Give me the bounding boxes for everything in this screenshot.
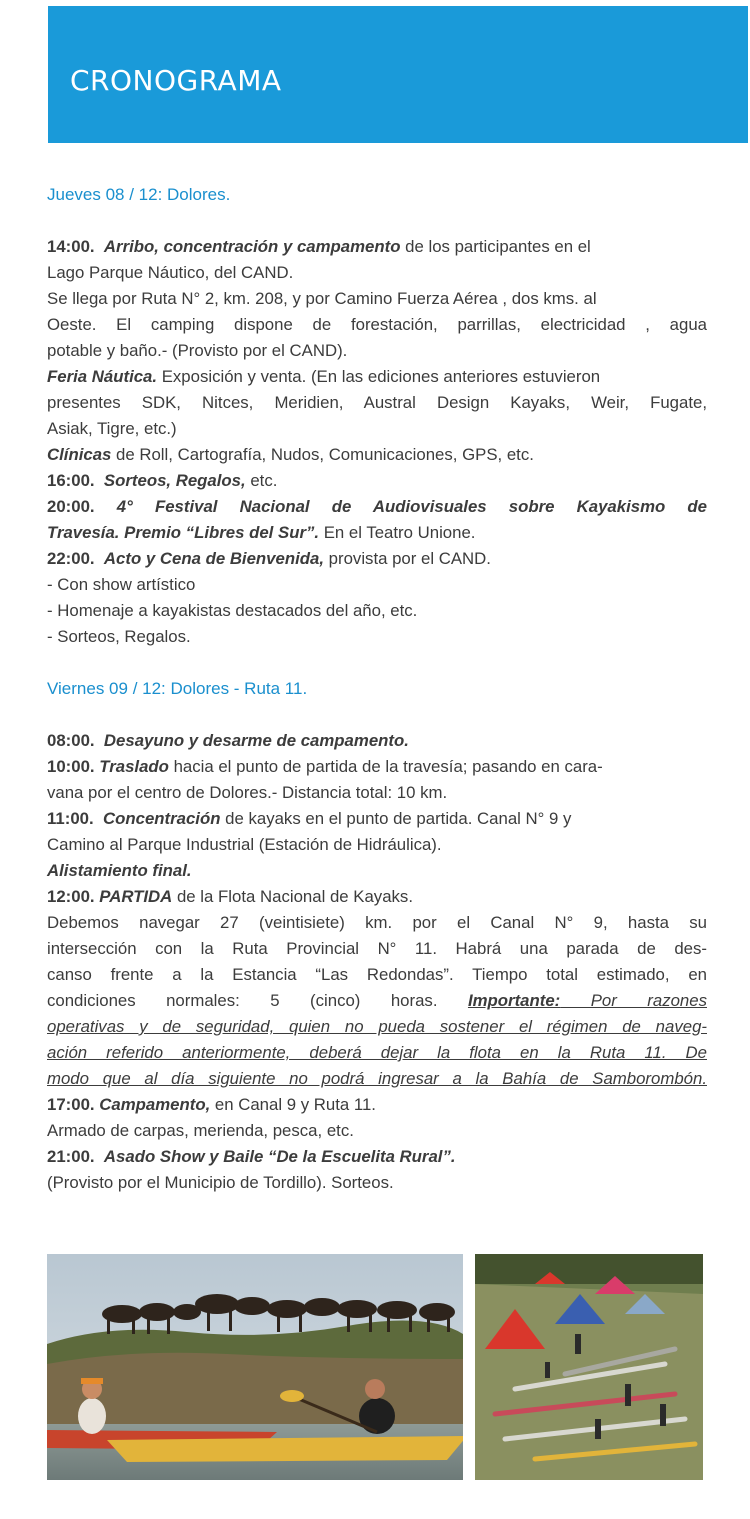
schedule-line: Armado de carpas, merienda, pesca, etc.	[47, 1121, 354, 1140]
schedule-line: 20:00. 4° Festival Nacional de Audiovisuales sobre Kayakismo de	[47, 497, 707, 516]
photo-campsite-kayaks	[475, 1254, 703, 1480]
schedule-line: 11:00. Concentración de kayaks en el punto de partida. Canal N° 9 y	[47, 809, 572, 828]
schedule-content	[47, 182, 707, 1196]
day-heading-friday: Viernes 09 / 12: Dolores - Ruta 11.	[47, 679, 308, 698]
photo-strip	[47, 1254, 703, 1480]
schedule-line: Asiak, Tigre, etc.)	[47, 419, 177, 438]
schedule-line: 21:00. Asado Show y Baile “De la Escuelita Rural”.	[47, 1147, 456, 1166]
schedule-line: vana por el centro de Dolores.- Distancia total: 10 km.	[47, 783, 448, 802]
page-title: CRONOGRAMA	[70, 64, 282, 97]
schedule-line: Clínicas de Roll, Cartografía, Nudos, Comunicaciones, GPS, etc.	[47, 445, 534, 464]
schedule-line: 10:00. Traslado hacia el punto de partida de la travesía; pasando en cara-	[47, 757, 603, 776]
schedule-line: - Sorteos, Regalos.	[47, 627, 191, 646]
schedule-line: (Provisto por el Municipio de Tordillo). Sorteos.	[47, 1173, 394, 1192]
schedule-line: presentes SDK, Nitces, Meridien, Austral Design Kayaks, Weir, Fugate,	[47, 393, 707, 412]
schedule-line: modo que al día siguiente no podrá ingresar a la Bahía de Samborombón.	[47, 1069, 707, 1088]
schedule-line: - Homenaje a kayakistas destacados del año, etc.	[47, 601, 418, 620]
schedule-line: Alistamiento final.	[47, 861, 192, 880]
schedule-line: Feria Náutica. Exposición y venta. (En las ediciones anteriores estuvieron	[47, 367, 601, 386]
schedule-line: Se llega por Ruta N° 2, km. 208, y por Camino Fuerza Aérea , dos kms. al	[47, 289, 597, 308]
schedule-line: Travesía. Premio “Libres del Sur”. En el Teatro Unione.	[47, 523, 476, 542]
schedule-line: intersección con la Ruta Provincial N° 11. Habrá una parada de des-	[47, 939, 707, 958]
photo-kayakers-horses	[47, 1254, 463, 1480]
schedule-line: 12:00. PARTIDA de la Flota Nacional de Kayaks.	[47, 887, 413, 906]
header-banner	[48, 6, 748, 143]
schedule-line: operativas y de seguridad, quien no pueda sostener el régimen de naveg-	[47, 1017, 707, 1036]
schedule-line: ación referido anteriormente, deberá dejar la flota en la Ruta 11. De	[47, 1043, 707, 1062]
schedule-line: Oeste. El camping dispone de forestación, parrillas, electricidad , agua	[47, 315, 707, 334]
schedule-line: Debemos navegar 27 (veintisiete) km. por el Canal N° 9, hasta su	[47, 913, 707, 932]
schedule-line: Lago Parque Náutico, del CAND.	[47, 263, 294, 282]
schedule-line: 16:00. Sorteos, Regalos, etc.	[47, 471, 278, 490]
schedule-line: - Con show artístico	[47, 575, 196, 594]
schedule-line: potable y baño.- (Provisto por el CAND).	[47, 341, 348, 360]
schedule-line: 08:00. Desayuno y desarme de campamento.	[47, 731, 409, 750]
schedule-line: 14:00. Arribo, concentración y campamento de los participantes en el	[47, 237, 591, 256]
schedule-line: canso frente a la Estancia “Las Redondas”. Tiempo total estimado, en	[47, 965, 707, 984]
schedule-line: 17:00. Campamento, en Canal 9 y Ruta 11.	[47, 1095, 376, 1114]
schedule-line: Camino al Parque Industrial (Estación de Hidráulica).	[47, 835, 442, 854]
schedule-line: 22:00. Acto y Cena de Bienvenida, provista por el CAND.	[47, 549, 491, 568]
schedule-line: condiciones normales: 5 (cinco) horas. Importante: Por razones	[47, 991, 707, 1010]
day-heading-thursday: Jueves 08 / 12: Dolores.	[47, 185, 231, 204]
